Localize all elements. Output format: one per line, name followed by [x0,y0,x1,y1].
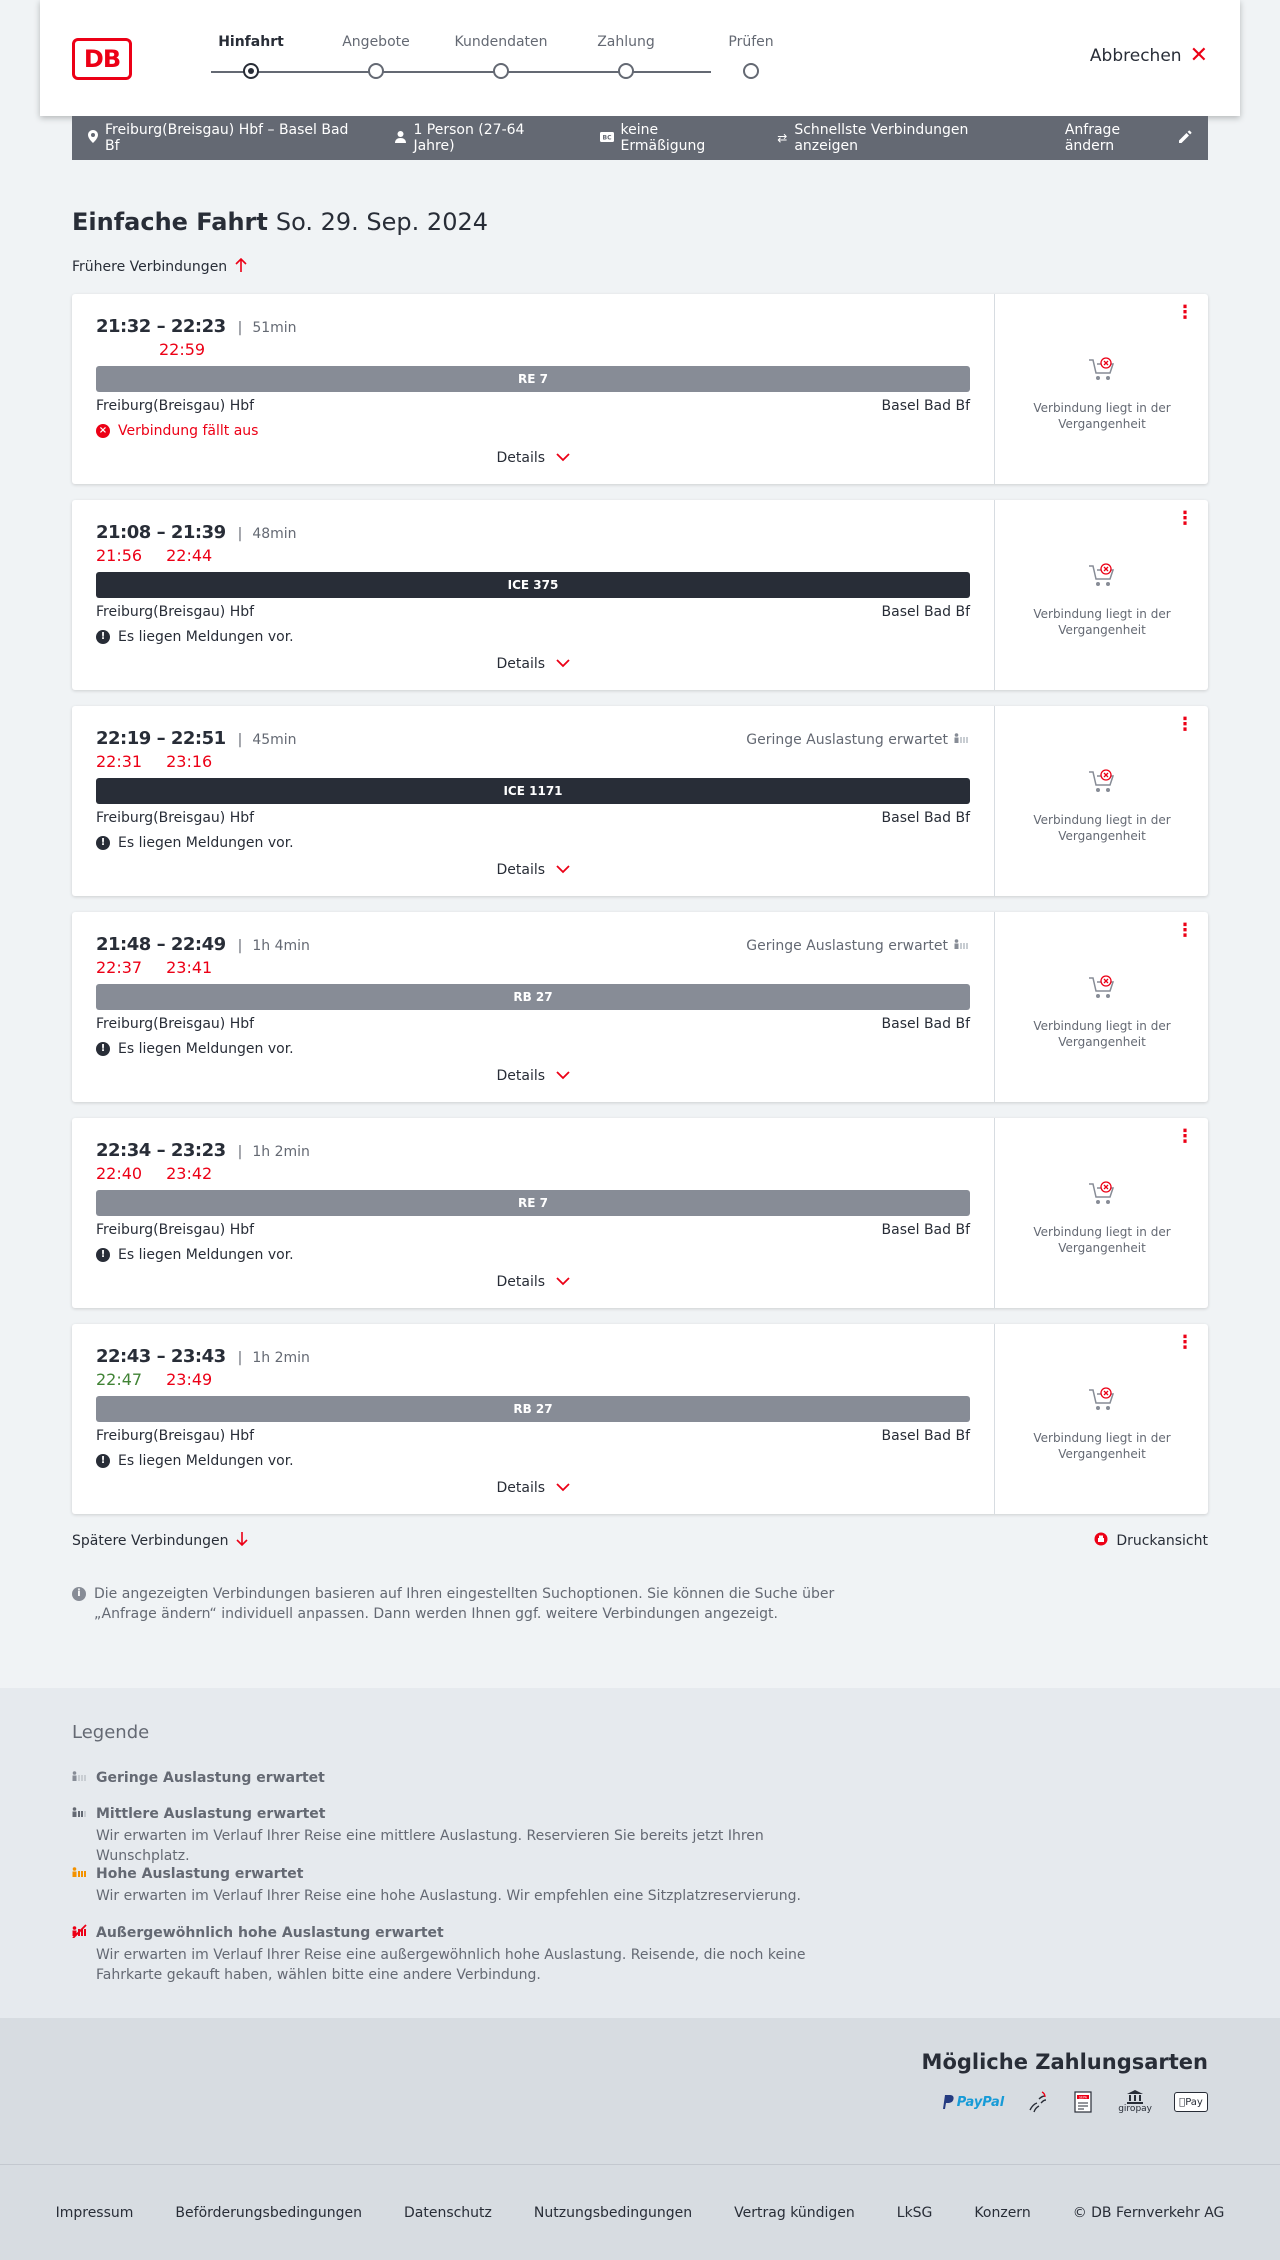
bahncard-icon [600,131,614,145]
legend-item-low [72,1768,852,1788]
load-high-icon [72,1865,88,1883]
duration: 1h 2min [252,1350,310,1366]
connection-message [96,422,970,440]
connection-main [72,1324,994,1514]
realtime-arrival: 22:44 [166,546,213,565]
footer-link-impressum[interactable]: Impressum [55,2204,134,2221]
duration: 51min [252,320,297,336]
stepper-line [211,71,711,73]
stations-row [96,1222,970,1240]
payment-title: Mögliche Zahlungsarten [921,2050,1208,2074]
realtime-departure: 22:40 [96,1164,143,1183]
step-kundendaten[interactable] [436,34,566,54]
separator: | [237,1144,243,1160]
realtime-arrival: 23:42 [166,1164,213,1183]
load-text: Geringe Auslastung erwartet [746,938,948,954]
print-label: Druckansicht [1116,1533,1208,1549]
fastest-text: Schnellste Verbindungen anzeigen [794,122,969,154]
past-connection-text: Verbindung liegt in der Vergangenheit [1033,1019,1171,1049]
stations-row [96,604,970,622]
realtime-arrival: 23:16 [166,752,213,771]
summary-fastest [777,122,1033,154]
past-connection-text: Verbindung liegt in der Vergangenheit [1033,1431,1171,1461]
connection-main [72,500,994,690]
more-options-icon[interactable]: ⋮ [1176,1126,1194,1147]
legend-item-medium [72,1804,852,1866]
details-label: Details [496,656,546,672]
destination-station: Basel Bad Bf [881,398,970,414]
earlier-connections-link[interactable] [72,258,247,276]
details-label: Details [496,1068,546,1084]
alert-icon: ! [96,1248,110,1262]
details-toggle[interactable] [72,862,994,878]
legend-item-label: Außergewöhnlich hohe Auslastung erwartet [96,1925,444,1941]
chevron-down-icon [551,1480,569,1496]
arrow-down-icon [236,1532,248,1550]
duration: 1h 2min [252,1144,310,1160]
load-indicator [746,937,970,955]
connection-message [96,628,970,646]
message-text: Verbindung fällt aus [118,423,259,439]
planned-times: 22:34 – 23:23 [96,1140,226,1161]
details-toggle[interactable] [72,1480,994,1496]
legend-item-description: Wir erwarten im Verlauf Ihrer Reise eine außergewöhnlich hohe Auslastung. Reisende, die noch keine Fahrkarte gekauft haben, wählen bitte eine andere Verbindung. [96,1947,806,1983]
cart-unavailable-icon [1087,974,1117,1002]
info-text: Die angezeigten Verbindungen basieren auf Ihren eingestellten Suchoptionen. Sie können die Suche über „Anfrage ändern“ individuell anpassen. Dann werden Ihnen ggf. weitere Verbindungen angezeigt. [94,1586,835,1622]
cancel-label: Abbrechen [1089,46,1182,66]
more-options-icon[interactable]: ⋮ [1176,920,1194,941]
payment-methods-section [0,2018,1280,2164]
step-hinfahrt[interactable] [186,34,316,54]
details-label: Details [496,450,546,466]
step-dot [618,63,634,79]
train-bar[interactable]: RE 7 [96,1190,970,1216]
svg-text:SEPA: SEPA [1079,2095,1088,2100]
connection-card[interactable] [72,1118,1208,1308]
planned-times: 21:32 – 22:23 [96,316,226,337]
legend-item-description: Wir erwarten im Verlauf Ihrer Reise eine hohe Auslastung. Wir empfehlen eine Sitzplatzreservierung. [96,1888,801,1904]
realtime-arrival: 23:49 [166,1370,213,1389]
cart-unavailable-icon [1087,562,1117,590]
booking-panel [994,294,1208,484]
message-text: Es liegen Meldungen vor. [118,835,294,851]
connection-main [72,1118,994,1308]
legend-section [0,1688,1280,2018]
connection-card[interactable] [72,912,1208,1102]
footer-link-lksg[interactable]: LkSG [896,2204,933,2221]
message-text: Es liegen Meldungen vor. [118,1041,294,1057]
times-row [96,934,970,958]
realtime-departure: 22:31 [96,752,143,771]
realtime-departure: 22:37 [96,958,143,977]
origin-station: Freiburg(Breisgau) Hbf [96,1016,255,1032]
page-title [72,208,488,236]
booking-panel [994,1118,1208,1308]
train-bar[interactable]: RB 27 [96,1396,970,1422]
details-label: Details [496,1274,546,1290]
footer-link-datenschutz[interactable]: Datenschutz [403,2204,492,2221]
step-label: Kundendaten [454,34,548,50]
stations-row [96,1428,970,1446]
location-pin-icon [88,130,98,146]
change-request-button[interactable] [1065,122,1192,154]
legend-item-title [72,1768,852,1788]
pencil-icon [1179,130,1192,146]
realtime-departure: 22:47 [96,1370,143,1389]
giropay-icon [1118,2090,1152,2114]
step-label: Hinfahrt [218,34,284,50]
message-text: Es liegen Meldungen vor. [118,1453,294,1469]
details-toggle[interactable] [72,450,994,466]
load-very-high-icon [72,1924,88,1942]
arrow-up-icon [235,258,247,276]
footer-copyright: © DB Fernverkehr AG [1072,2204,1225,2221]
connection-main [72,706,994,896]
step-dot [493,63,509,79]
load-low-icon [954,937,970,955]
realtime-row [96,340,970,364]
cart-unavailable-icon [1087,1180,1117,1208]
separator: | [237,732,243,748]
message-text: Es liegen Meldungen vor. [118,1247,294,1263]
times-row [96,522,970,546]
earlier-label: Frühere Verbindungen [72,259,228,275]
chevron-down-icon [551,450,569,466]
realtime-arrival: 22:59 [159,340,206,359]
step-dot [368,63,384,79]
later-label: Spätere Verbindungen [72,1533,229,1549]
load-text: Geringe Auslastung erwartet [746,732,948,748]
print-view-link[interactable] [1094,1532,1208,1550]
legend-item-label: Mittlere Auslastung erwartet [96,1806,326,1822]
step-label: Prüfen [728,34,774,50]
origin-station: Freiburg(Breisgau) Hbf [96,1222,255,1238]
booking-panel [994,1324,1208,1514]
info-icon: i [72,1587,86,1601]
load-low-icon [954,731,970,749]
step-dot [743,63,759,79]
origin-station: Freiburg(Breisgau) Hbf [96,604,255,620]
stations-row [96,1016,970,1034]
train-bar[interactable]: RE 7 [96,366,970,392]
step-dot [243,63,259,79]
step-pruefen[interactable] [686,34,816,54]
apple-pay-icon [1174,2092,1208,2112]
route-text: Freiburg(Breisgau) Hbf – Basel Bad Bf [105,122,349,154]
past-connection-text: Verbindung liegt in der Vergangenheit [1033,607,1171,637]
paypal-label: PayPal [956,2094,1005,2110]
train-bar[interactable]: ICE 1171 [96,778,970,804]
connection-card[interactable] [72,294,1208,484]
search-summary-bar [72,116,1208,160]
realtime-row [96,546,970,570]
footer-link-vertrag-kuendigen[interactable]: Vertrag kündigen [734,2204,855,2221]
realtime-row [96,1164,970,1188]
chevron-down-icon [551,1274,569,1290]
payment-icons [940,2090,1208,2114]
details-toggle[interactable] [72,1068,994,1084]
person-icon [395,131,406,146]
legend-item-label: Geringe Auslastung erwartet [96,1770,325,1786]
alert-icon: ! [96,630,110,644]
realtime-row [96,1370,970,1394]
connection-message [96,834,970,852]
message-text: Es liegen Meldungen vor. [118,629,294,645]
legend-item-title [72,1864,852,1884]
legend-item-title [72,1923,852,1943]
connection-message [96,1246,970,1264]
discount-text: keine Ermäßigung [620,122,706,154]
more-options-icon[interactable]: ⋮ [1176,1332,1194,1353]
giropay-label: giropay [1118,2104,1152,2114]
step-zahlung[interactable] [561,34,691,54]
summary-travellers [395,122,567,154]
alert-icon: ! [96,1454,110,1468]
train-bar[interactable]: RB 27 [96,984,970,1010]
train-bar[interactable]: ICE 375 [96,572,970,598]
destination-station: Basel Bad Bf [881,604,970,620]
change-request-label: Anfrage ändern [1064,122,1121,154]
db-logo[interactable]: DB [72,38,132,80]
printer-icon [1094,1532,1108,1550]
connection-card[interactable] [72,706,1208,896]
alert-icon: ! [96,836,110,850]
connection-list [72,294,1208,1530]
separator: | [237,938,243,954]
paypal-icon [940,2090,1004,2114]
footer [0,2164,1280,2260]
sepa-invoice-icon [1072,2090,1096,2114]
times-row [96,1140,970,1164]
past-connection-text: Verbindung liegt in der Vergangenheit [1033,1225,1171,1255]
contactless-card-icon [1026,2090,1050,2114]
duration: 48min [252,526,297,542]
details-label: Details [496,862,546,878]
travellers-text: 1 Person (27-64 Jahre) [413,122,525,154]
separator: | [237,320,243,336]
footer-link-befoerderungsbedingungen[interactable]: Beförderungsbedingungen [175,2204,362,2221]
times-row [96,316,970,340]
details-label: Details [496,1480,546,1496]
booking-panel [994,706,1208,896]
connection-main [72,294,994,484]
step-label: Zahlung [597,34,655,50]
legend-item-description: Wir erwarten im Verlauf Ihrer Reise eine mittlere Auslastung. Reservieren Sie bereits jetzt Ihren Wunschplatz. [96,1828,764,1864]
legend-item-label: Hohe Auslastung erwartet [96,1866,304,1882]
legend-item-title [72,1804,852,1824]
legend-item-very-high [72,1923,852,1985]
summary-discount [600,122,746,154]
planned-times: 21:48 – 22:49 [96,934,226,955]
separator: | [237,526,243,542]
connection-main [72,912,994,1102]
stations-row [96,810,970,828]
cancelled-icon: × [96,424,110,438]
realtime-row [96,752,970,776]
svg-text:BC: BC [602,134,612,142]
more-options-icon[interactable]: ⋮ [1176,302,1194,323]
duration: 1h 4min [252,938,310,954]
search-info-note [72,1584,852,1624]
past-connection-text: Verbindung liegt in der Vergangenheit [1033,401,1171,431]
details-toggle[interactable] [72,656,994,672]
chevron-down-icon [551,862,569,878]
realtime-row [96,958,970,982]
separator: | [237,1350,243,1366]
trip-date: So. 29. Sep. 2024 [275,208,488,236]
connection-card[interactable] [72,1324,1208,1514]
chevron-down-icon [551,1068,569,1084]
alert-icon: ! [96,1042,110,1056]
more-options-icon[interactable]: ⋮ [1176,508,1194,529]
step-angebote[interactable] [311,34,441,54]
cart-unavailable-icon [1087,1386,1117,1414]
planned-times: 21:08 – 21:39 [96,522,226,543]
load-indicator [746,731,970,749]
top-bar [40,0,1240,116]
later-connections-link[interactable] [72,1532,248,1550]
step-label: Angebote [342,34,410,50]
close-icon: ✕ [1189,43,1208,68]
times-row [96,728,970,752]
connection-card[interactable] [72,500,1208,690]
destination-station: Basel Bad Bf [881,1222,970,1238]
realtime-arrival: 23:41 [166,958,213,977]
footer-link-nutzungsbedingungen[interactable]: Nutzungsbedingungen [533,2204,693,2221]
footer-link-konzern[interactable]: Konzern [974,2204,1031,2221]
connection-message [96,1040,970,1058]
planned-times: 22:19 – 22:51 [96,728,226,749]
booking-panel [994,500,1208,690]
past-connection-text: Verbindung liegt in der Vergangenheit [1033,813,1171,843]
trip-type: Einfache Fahrt [72,208,268,236]
chevron-down-icon [551,656,569,672]
destination-station: Basel Bad Bf [881,1428,970,1444]
planned-times: 22:43 – 23:43 [96,1346,226,1367]
summary-route [88,122,363,154]
apple-pay-label: Pay [1182,2096,1200,2108]
legend-title: Legende [72,1722,150,1743]
details-toggle[interactable] [72,1274,994,1290]
legend-item-high [72,1864,852,1906]
stations-row [96,398,970,416]
cart-unavailable-icon [1087,768,1117,796]
booking-panel [994,912,1208,1102]
cancel-button[interactable] [1089,43,1208,68]
destination-station: Basel Bad Bf [881,1016,970,1032]
destination-station: Basel Bad Bf [881,810,970,826]
load-medium-icon [72,1805,88,1823]
origin-station: Freiburg(Breisgau) Hbf [96,398,255,414]
realtime-departure: 21:56 [96,546,143,565]
load-low-icon [72,1769,88,1787]
origin-station: Freiburg(Breisgau) Hbf [96,1428,255,1444]
more-options-icon[interactable]: ⋮ [1176,714,1194,735]
swap-arrows-icon: ⇄ [777,131,788,145]
duration: 45min [252,732,297,748]
cart-unavailable-icon [1087,356,1117,384]
times-row [96,1346,970,1370]
origin-station: Freiburg(Breisgau) Hbf [96,810,255,826]
connection-message [96,1452,970,1470]
